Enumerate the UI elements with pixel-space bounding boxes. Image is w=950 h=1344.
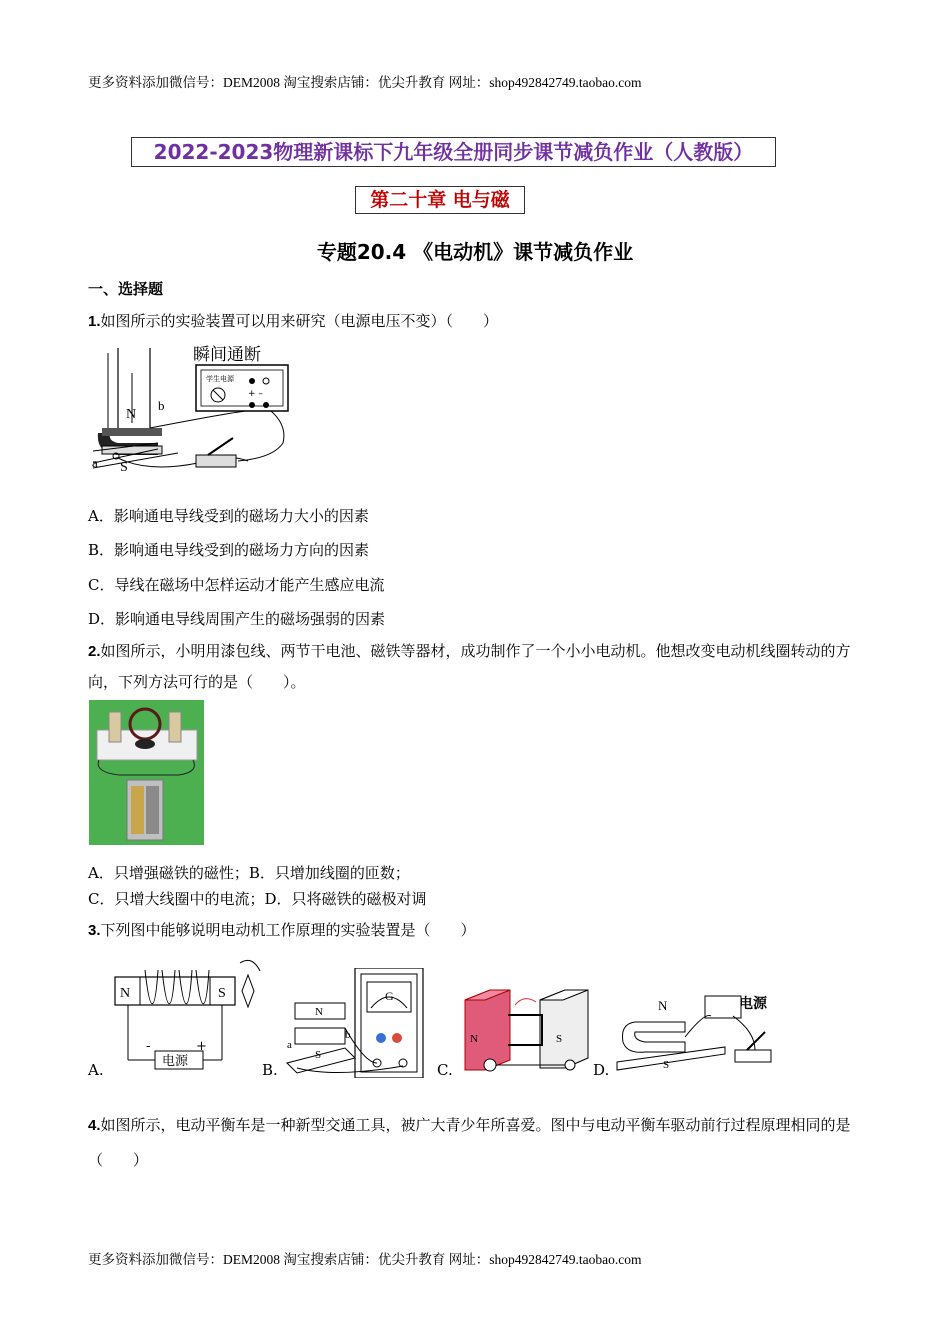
q1-figure xyxy=(88,343,298,483)
page-footer: 更多资料添加微信号：DEM2008 淘宝搜索店铺：优尖升教育 网址：shop492842749.taobao.com xyxy=(88,1252,642,1267)
pole-n: N xyxy=(120,986,131,1001)
question-number: 3. xyxy=(88,922,101,939)
pole-s: S xyxy=(218,986,226,1001)
q2-option-ab[interactable]: A．只增强磁铁的磁性；B．只增加线圈的匝数； xyxy=(88,864,410,882)
topic-subtitle: 专题20.4 《电动机》课节减负作业 xyxy=(316,240,634,264)
label-b: b xyxy=(345,1029,351,1041)
q3-figure-c xyxy=(460,980,595,1080)
question-text: 如图所示，电动平衡车是一种新型交通工具，被广大青少年所喜爱。图中与电动平衡车驱动前行过程原理相同的是（ ） xyxy=(88,1116,851,1169)
power-source-label: 电源 xyxy=(162,1054,189,1069)
option-b-label[interactable]: B. xyxy=(262,1061,278,1079)
pole-s: S xyxy=(315,1049,322,1061)
pole-s: S xyxy=(556,1033,563,1045)
pole-n: N xyxy=(126,407,137,422)
question-text: 下列图中能够说明电动机工作原理的实验装置是（ ） xyxy=(100,921,476,939)
option-c-label[interactable]: C. xyxy=(437,1061,453,1079)
chapter-title: 第二十章 电与磁 xyxy=(355,186,525,214)
q1-option-c[interactable]: C．导线在磁场中怎样运动才能产生感应电流 xyxy=(88,576,385,594)
q2-photo-motor xyxy=(89,700,204,845)
svg-text:+ –: + – xyxy=(248,389,263,399)
instant-switch-label: 瞬间通断 xyxy=(193,345,261,365)
q1-option-d[interactable]: D．影响通电导线周围产生的磁场强弱的因素 xyxy=(88,610,386,628)
option-d-label[interactable]: D. xyxy=(593,1061,610,1079)
galvanometer-g: G xyxy=(385,989,394,1003)
pole-n: N xyxy=(658,998,668,1013)
question-4 xyxy=(88,1108,868,1177)
page-header: 更多资料添加微信号：DEM2008 淘宝搜索店铺：优尖升教育 网址：shop492842749.taobao.com xyxy=(88,75,642,90)
pole-s: S xyxy=(663,1059,670,1071)
power-supply-label: 学生电源 xyxy=(206,375,234,383)
option-a-label[interactable]: A. xyxy=(88,1061,104,1079)
power-source-label: 电源 xyxy=(739,996,767,1012)
question-3 xyxy=(88,915,868,946)
label-b: b xyxy=(158,398,165,413)
question-number: 2. xyxy=(88,643,101,660)
q3-figure-a xyxy=(110,955,265,1073)
pole-n: N xyxy=(315,1006,323,1018)
label-a: a xyxy=(92,455,98,470)
q1-option-b[interactable]: B．影响通电导线受到的磁场力方向的因素 xyxy=(88,541,370,559)
question-text: 如图所示，小明用漆包线、两节干电池、磁铁等器材，成功制作了一个小小电动机。他想改变电动机线圈转动的方向，下列方法可行的是（ ）。 xyxy=(88,642,851,691)
pole-s: S xyxy=(120,460,128,475)
pole-n: N xyxy=(470,1033,478,1045)
plus-sign: + xyxy=(196,1039,207,1054)
q3-figure-d xyxy=(615,992,780,1074)
question-1 xyxy=(88,306,868,337)
label-a: a xyxy=(287,1039,292,1051)
q3-figure-b xyxy=(285,968,435,1078)
q2-option-cd[interactable]: C．只增大线圈中的电流；D．只将磁铁的磁极对调 xyxy=(88,890,427,908)
document-title: 2022-2023物理新课标下九年级全册同步课节减负作业（人教版） xyxy=(131,137,776,167)
q1-option-a[interactable]: A．影响通电导线受到的磁场力大小的因素 xyxy=(88,507,369,525)
question-number: 4. xyxy=(88,1117,101,1134)
section-heading: 一、选择题 xyxy=(88,280,164,298)
question-number: 1. xyxy=(88,313,101,330)
question-text: 如图所示的实验装置可以用来研究（电源电压不变）（ ） xyxy=(100,312,499,330)
question-2 xyxy=(88,636,868,697)
minus-sign: - xyxy=(146,1039,151,1054)
